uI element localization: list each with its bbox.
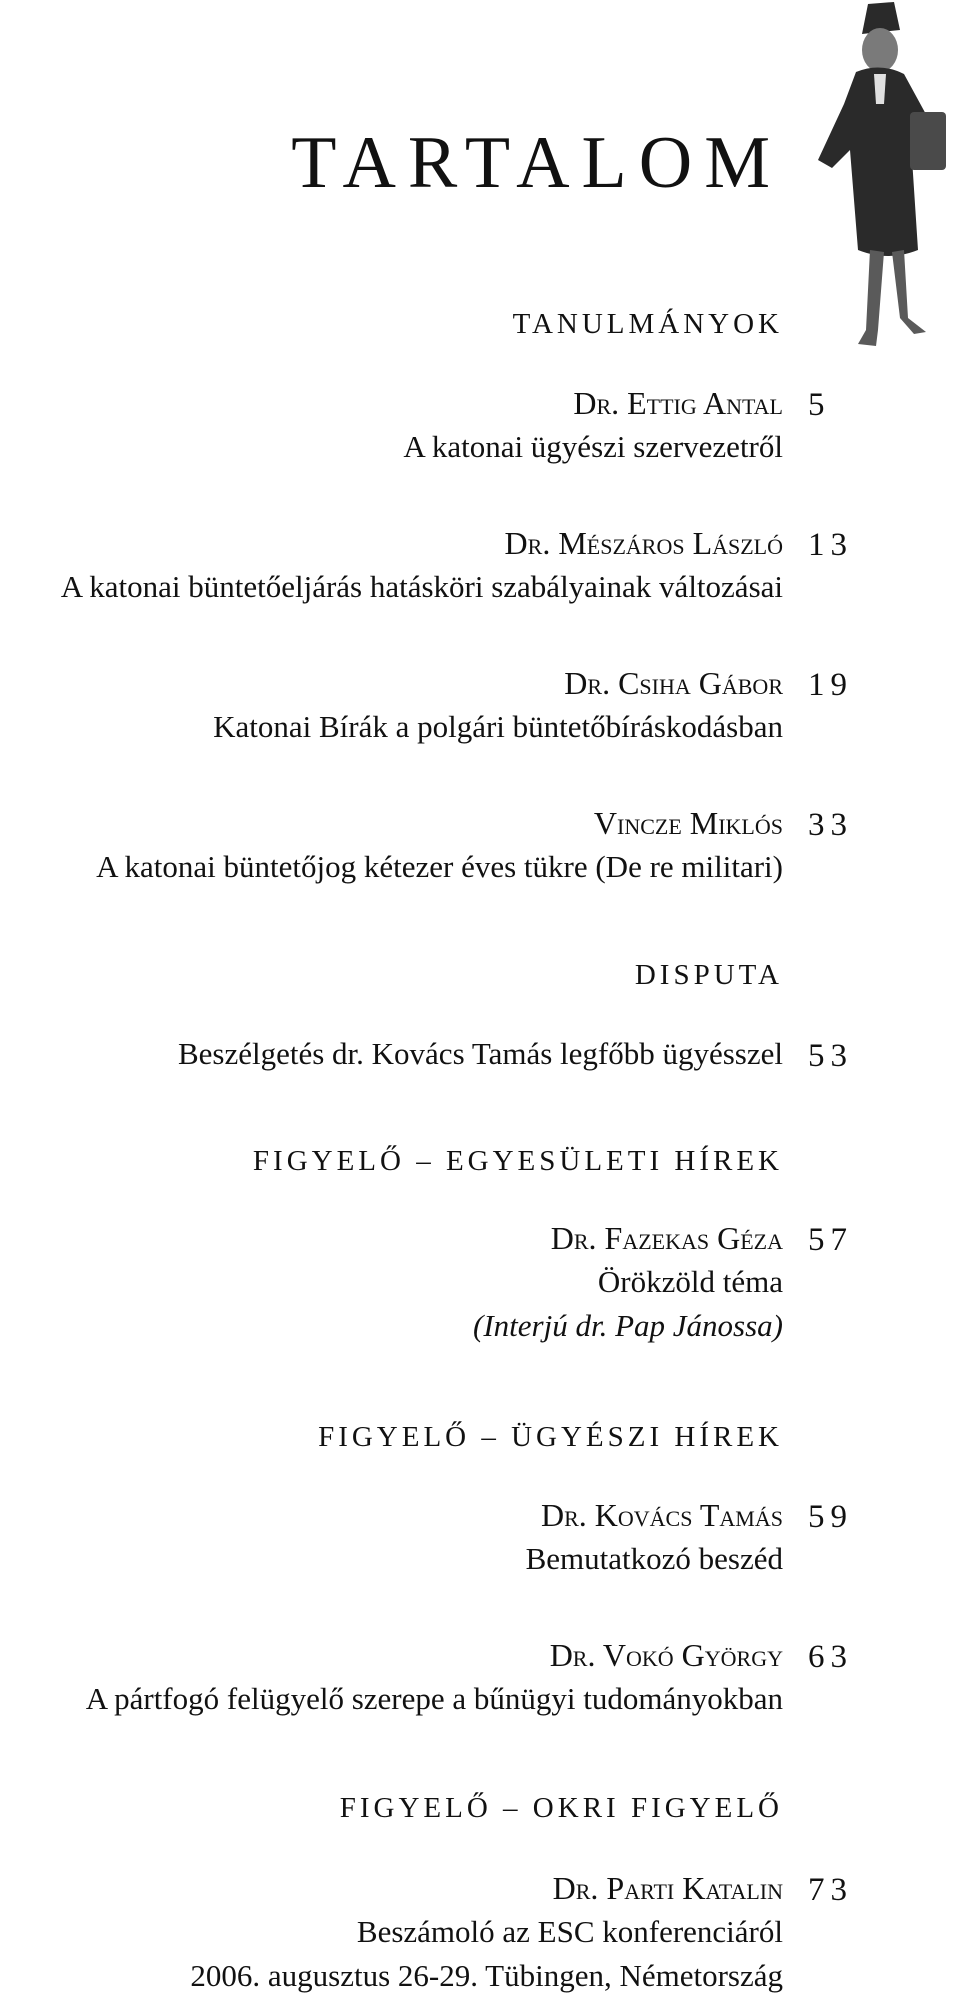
section-heading-tanulmanyok: TANULMÁNYOK (512, 308, 783, 340)
toc-entry (473, 1216, 783, 1348)
section-heading-figyelo-ugyeszi: FIGYELŐ – ÜGYÉSZI HÍREK (318, 1421, 783, 1453)
entry-author: Dr. Kovács Tamás (540, 1497, 783, 1533)
entry-note: 2006. augusztus 26-29. Tübingen, Németország (190, 1958, 783, 1993)
entry-page-number: 57 (808, 1222, 853, 1258)
entry-author: Dr. Ettig Antal (573, 385, 783, 421)
toc-entry (86, 1633, 783, 1721)
entry-title: Beszélgetés dr. Kovács Tamás legfőbb ügyésszel (177, 1036, 783, 1071)
entry-page-number: 53 (808, 1038, 853, 1074)
entry-author: Dr. Mészáros László (504, 525, 783, 561)
entry-author: Dr. Csiha Gábor (564, 665, 783, 701)
toc-entry (526, 1493, 783, 1581)
entry-author: Dr. Fazekas Géza (550, 1220, 783, 1256)
section-heading-disputa: DISPUTA (634, 959, 783, 991)
entry-title: Katonai Bírák a polgári büntetőbíráskodásban (213, 709, 783, 744)
entry-page-number: 5 (808, 387, 831, 423)
entry-page-number: 33 (808, 807, 853, 843)
entry-page-number: 63 (808, 1639, 853, 1675)
entry-title: Bemutatkozó beszéd (525, 1541, 783, 1576)
entry-author: Dr. Vokó György (549, 1637, 783, 1673)
entry-title: A pártfogó felügyelő szerepe a bűnügyi tudományokban (85, 1681, 783, 1716)
entry-page-number: 13 (808, 527, 853, 563)
section-heading-figyelo-egyesuleti: FIGYELŐ – EGYESÜLETI HÍREK (252, 1145, 783, 1177)
entry-page-number: 19 (808, 667, 853, 703)
entry-title: A katonai ügyészi szervezetről (403, 429, 783, 464)
entry-page-number: 73 (808, 1872, 853, 1908)
toc-entry (190, 1866, 783, 1998)
toc-entry (178, 1032, 783, 1076)
entry-note: (Interjú dr. Pap Jánossa) (473, 1308, 783, 1343)
entry-title: A katonai büntetőjog kétezer éves tükre (De re militari) (96, 849, 783, 884)
entry-author: Vincze Miklós (593, 805, 783, 841)
section-heading-figyelo-okri: FIGYELŐ – OKRI FIGYELŐ (339, 1792, 783, 1824)
toc-entry (61, 521, 783, 609)
toc-entry (213, 661, 783, 749)
entry-title: A katonai büntetőeljárás hatásköri szabályainak változásai (60, 569, 783, 604)
entry-title: Beszámoló az ESC konferenciáról (356, 1914, 783, 1949)
entry-title: Örökzöld téma (597, 1264, 783, 1299)
lawyer-illustration (796, 0, 956, 352)
page-title: TARTALOM (291, 122, 782, 204)
entry-page-number: 59 (808, 1499, 853, 1535)
toc-entry (403, 381, 783, 469)
entry-author: Dr. Parti Katalin (552, 1870, 783, 1906)
toc-entry (96, 801, 783, 889)
